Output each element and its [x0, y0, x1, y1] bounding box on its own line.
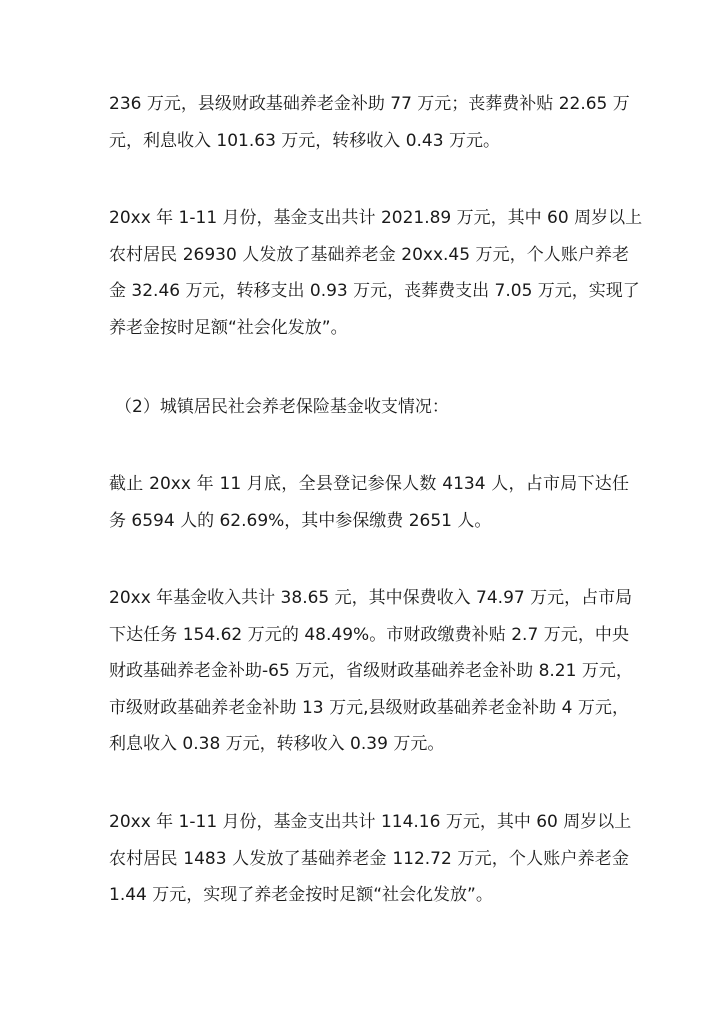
section-heading-urban	[115, 389, 635, 426]
text-line: 利息收入 0.38 万元，转移收入 0.39 万元。	[109, 734, 445, 754]
paragraph-rural-expenditure	[109, 200, 643, 346]
text-line: 市级财政基础养老金补助 13 万元,县级财政基础养老金补助 4 万元，	[109, 697, 629, 718]
text-line: 养老金按时足额“社会化发放”。	[109, 317, 348, 338]
paragraph-urban-enrollment	[109, 466, 629, 539]
paragraph-urban-income	[109, 580, 633, 763]
text-line: 236 万元，县级财政基础养老金补助 77 万元；丧葬费补贴 22.65 万	[109, 94, 630, 114]
text-line: 农村居民 26930 人发放了基础养老金 20xx.45 万元，个人账户养老	[109, 244, 629, 265]
text-line: 财政基础养老金补助-65 万元，省级财政基础养老金补助 8.21 万元，	[109, 661, 633, 681]
text-line: 截止 20xx 年 11 月底，全县登记参保人数 4134 人，占市局下达任	[109, 474, 629, 494]
text-line: （2）城镇居民社会养老保险基金收支情况：	[115, 397, 449, 417]
text-line: 20xx 年 1-11 月份，基金支出共计 2021.89 万元，其中 60 周岁以上	[109, 208, 643, 228]
paragraph-urban-expenditure	[109, 804, 632, 914]
text-line: 下达任务 154.62 万元的 48.49%。市财政缴费补贴 2.7 万元，中央	[109, 624, 629, 645]
text-line: 20xx 年 1-11 月份，基金支出共计 114.16 万元，其中 60 周岁以上	[109, 812, 632, 832]
text-line: 农村居民 1483 人发放了基础养老金 112.72 万元，个人账户养老金	[109, 848, 629, 869]
text-line: 20xx 年基金收入共计 38.65 元，其中保费收入 74.97 万元，占市局	[109, 588, 633, 608]
text-line: 务 6594 人的 62.69%，其中参保缴费 2651 人。	[109, 510, 492, 531]
text-line: 元，利息收入 101.63 万元，转移收入 0.43 万元。	[109, 130, 500, 151]
text-line: 金 32.46 万元，转移支出 0.93 万元，丧葬费支出 7.05 万元，实现了	[109, 281, 640, 301]
text-line: 1.44 万元，实现了养老金按时足额“社会化发放”。	[109, 885, 493, 905]
paragraph-rural-income-end	[109, 86, 629, 159]
